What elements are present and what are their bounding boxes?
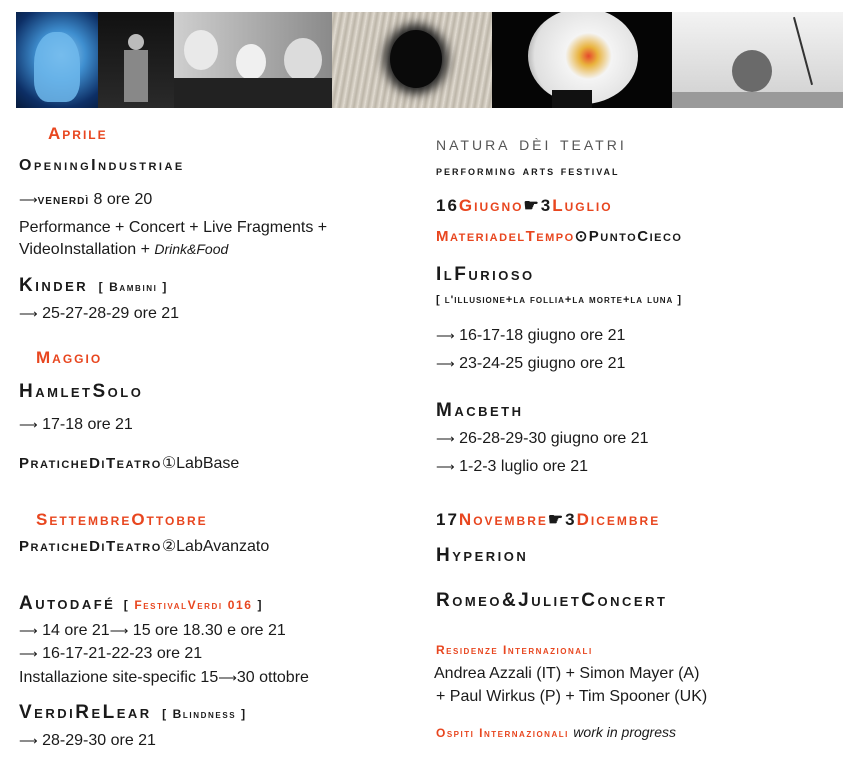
furioso-dates-2 — [436, 355, 625, 373]
hamlet-dates-text: 17-18 ore 21 — [42, 416, 133, 433]
arrow-icon: ⟶ — [19, 306, 38, 321]
verdi-dates — [19, 732, 156, 750]
photo-stage-projection — [492, 12, 672, 108]
installation-line — [19, 669, 309, 687]
festival-subtitle: performing arts festival — [436, 163, 620, 178]
installation-text: Installazione site-specific 15 — [19, 669, 219, 686]
arrow-icon: ⟶ — [19, 733, 38, 748]
opening-desc-2 — [19, 241, 228, 259]
verdi-word: Verdi — [187, 598, 223, 612]
pratiche-title-1: PraticheDiTeatro — [19, 455, 162, 472]
arrow-icon: ⟶ — [19, 192, 38, 207]
pointing-hand-icon: ☛ — [547, 510, 566, 529]
event-opening-industriae: OpeningIndustriae — [19, 157, 185, 174]
ospiti-line — [436, 724, 676, 742]
verdi-dates-text: 28-29-30 ore 21 — [42, 732, 156, 749]
work-in-progress: work in progress — [573, 724, 676, 740]
kinder-subtitle: [ Bambini ] — [98, 280, 168, 294]
arrow-icon: ⟶ — [436, 328, 455, 343]
photo-blue-figure — [16, 12, 98, 108]
lab-base — [19, 453, 239, 473]
month-novembre: Novembre — [458, 510, 548, 529]
lab-avanzato-text: ②LabAvanzato — [161, 538, 270, 555]
arrow-icon: ⟶ — [19, 646, 38, 661]
bracket-close: ] — [252, 598, 264, 612]
photo-three-actors — [174, 12, 332, 108]
festival-word: Festival — [134, 598, 188, 612]
photo-wood-hole — [332, 12, 492, 108]
autodafe-date-a: 14 ore 21 — [42, 622, 110, 639]
hamlet-dates — [19, 416, 133, 434]
year-word: 016 — [222, 598, 253, 612]
date-3: 3 — [540, 196, 553, 215]
arrow-icon: ⟶ — [19, 417, 38, 432]
month-maggio: Maggio — [36, 348, 103, 367]
period-giugno-luglio — [436, 196, 613, 216]
circle-dot-icon: ⊙ — [574, 228, 589, 245]
festival-verdi-tag — [124, 598, 263, 612]
opening-time: 8 ore 20 — [93, 191, 153, 208]
residenze-heading: Residenze Internazionali — [436, 643, 593, 657]
arrow-icon: ⟶ — [218, 670, 237, 685]
macbeth-dates-2-text: 1-2-3 luglio ore 21 — [459, 458, 589, 475]
photo-man-trees — [672, 12, 843, 108]
event-kinder — [19, 275, 168, 297]
event-il-furioso: IlFurioso — [436, 264, 535, 285]
autodafe-date-b: 15 ore 18.30 e ore 21 — [132, 622, 286, 639]
month-giugno: Giugno — [458, 196, 524, 215]
section-materia-punto — [436, 227, 682, 245]
event-macbeth: Macbeth — [436, 400, 524, 421]
kinder-dates-text: 25-27-28-29 ore 21 — [42, 305, 180, 322]
furioso-dates-1-text: 16-17-18 giugno ore 21 — [459, 327, 626, 344]
month-settembre-ottobre: SettembreOttobre — [36, 510, 208, 529]
photo-child — [98, 12, 174, 108]
event-hyperion: Hyperion — [436, 545, 529, 566]
arrow-icon: ⟶ — [19, 623, 38, 638]
furioso-dates-2-text: 23-24-25 giugno ore 21 — [459, 355, 626, 372]
festival-title: natura dèi teatri — [436, 133, 627, 155]
verdi-title: VerdiReLear — [19, 702, 152, 723]
drink-food: Drink&Food — [154, 241, 229, 257]
installation-end: 30 ottobre — [236, 669, 309, 686]
bracket-open: [ — [123, 598, 135, 612]
kinder-title: Kinder — [19, 275, 89, 296]
materia-del-tempo: MateriadelTempo — [436, 228, 575, 245]
furioso-subtitle: [ l'illusione+la follia+la morte+la luna ] — [436, 294, 683, 306]
arrow-icon: ⟶ — [436, 431, 455, 446]
macbeth-dates-1-text: 26-28-29-30 giugno ore 21 — [459, 430, 649, 447]
month-aprile: Aprile — [48, 124, 108, 143]
autodafe-dates-2 — [19, 645, 202, 663]
arrow-icon: ⟶ — [436, 356, 455, 371]
residenze-line-1: Andrea Azzali (IT) + Simon Mayer (A) — [434, 665, 700, 682]
event-autodafe — [19, 593, 263, 615]
opening-desc-1: Performance + Concert + Live Fragments + — [19, 219, 328, 236]
event-hamlet-solo: HamletSolo — [19, 381, 144, 402]
arrow-icon: ⟶ — [436, 459, 455, 474]
arrow-icon: ⟶ — [109, 623, 129, 638]
residenze-line-2: + Paul Wirkus (P) + Tim Spooner (UK) — [436, 688, 708, 705]
event-verdi-re-lear — [19, 702, 247, 724]
photo-banner — [16, 12, 843, 108]
date-16: 16 — [436, 196, 459, 215]
opening-date — [19, 191, 152, 209]
month-dicembre: Dicembre — [576, 510, 661, 529]
pratiche-title-2: PraticheDiTeatro — [19, 538, 162, 555]
macbeth-dates-1 — [436, 430, 649, 448]
macbeth-dates-2 — [436, 458, 588, 476]
period-novembre-dicembre — [436, 510, 660, 530]
furioso-dates-1 — [436, 327, 625, 345]
opening-desc-2-text: VideoInstallation + — [19, 241, 155, 258]
weekday: venerdì — [37, 191, 90, 207]
month-luglio: Luglio — [552, 196, 613, 215]
kinder-dates — [19, 305, 179, 323]
date-3b: 3 — [565, 510, 577, 529]
date-17: 17 — [436, 510, 459, 529]
event-romeo-juliet-concert: Romeo&JulietConcert — [436, 590, 668, 611]
autodafe-date-c: 16-17-21-22-23 ore 21 — [42, 645, 203, 662]
lab-avanzato — [19, 536, 269, 556]
autodafe-title: Autodafé — [19, 593, 116, 614]
blindness-tag: [ Blindness ] — [162, 707, 247, 721]
lab-base-text: ①LabBase — [161, 455, 240, 472]
punto-cieco: PuntoCieco — [588, 228, 683, 245]
autodafe-dates-1 — [19, 622, 286, 640]
ospiti-heading: Ospiti Internazionali — [436, 726, 569, 740]
pointing-hand-icon: ☛ — [523, 196, 541, 215]
